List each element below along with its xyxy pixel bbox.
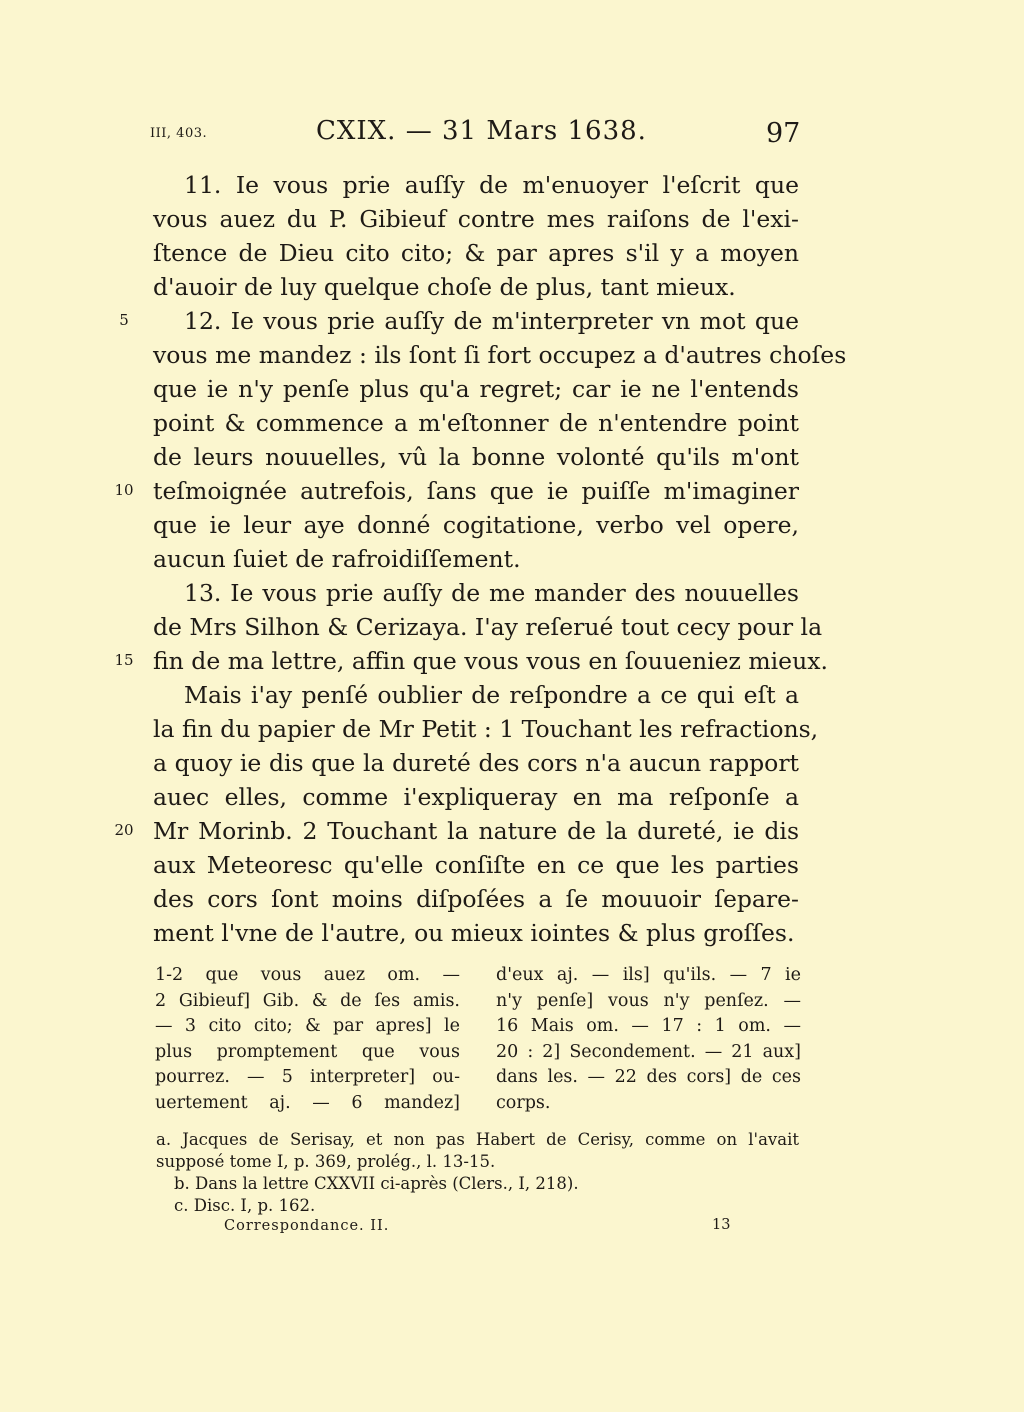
variant-line: n'y penſe] vous n'y penſez. —	[496, 990, 801, 1011]
line-number: 5	[119, 311, 129, 329]
text-line: d'auoir de luy quelque choſe de plus, tant mieux.	[153, 273, 736, 301]
footnote-b: b. Dans la lettre CXXVII ci-après (Clers., I, 218).	[174, 1174, 579, 1193]
signature-number: 13	[712, 1217, 731, 1233]
text-line: Mais i'ay penſé oublier de reſpondre a ce qui eſt a	[184, 681, 799, 709]
variant-line: d'eux aj. — ils] qu'ils. — 7 ie	[496, 965, 801, 985]
text-line: des cors ſont moins diſpoſées a ſe mouuoir ſepare-	[153, 885, 799, 913]
volume-reference: III, 403.	[150, 126, 208, 141]
variant-line: plus promptement que vous	[155, 1041, 460, 1062]
text-line: 13. Ie vous prie auſſy de me mander des nouuelles	[184, 579, 799, 607]
text-line: ment l'vne de l'autre, ou mieux iointes & plus groſſes.	[153, 919, 795, 947]
footnote-c: c. Disc. I, p. 162.	[174, 1196, 316, 1215]
variant-line: corps.	[496, 1092, 551, 1113]
variant-line: 16 Mais om. — 17 : 1 om. —	[496, 1016, 801, 1037]
text-line: point & commence a m'eſtonner de n'entendre point	[153, 409, 799, 437]
variant-line: 20 : 2] Secondement. — 21 aux]	[496, 1041, 801, 1062]
text-line: 11. Ie vous prie auſſy de m'enuoyer l'eſcrit que	[184, 171, 799, 199]
variant-line: 2 Gibieuf] Gib. & de ſes amis.	[155, 990, 460, 1011]
footnote-a: a. Jacques de Serisay, et non pas Habert de Cerisy, comme on l'avait	[156, 1130, 799, 1149]
text-line: Mr Morinb. 2 Touchant la nature de la dureté, ie dis	[153, 817, 799, 845]
text-line: que ie n'y penſe plus qu'a regret; car ie ne l'entends	[153, 375, 799, 403]
letter-title: CXIX. — 31 Mars 1638.	[316, 116, 647, 146]
text-line: de leurs nouuelles, vû la bonne volonté qu'ils m'ont	[153, 443, 799, 471]
text-line: teſmoignée autrefois, ſans que ie puiſſe m'imaginer	[153, 477, 799, 505]
variant-line: pourrez. — 5 interpreter] ou-	[155, 1067, 460, 1088]
text-line: de Mrs Silhon & Cerizaya. I'ay reſerué tout cecy pour la	[153, 613, 823, 641]
variant-line: uertement aj. — 6 mandez]	[155, 1092, 460, 1113]
variant-line: — 3 cito cito; & par apres] le	[155, 1016, 460, 1037]
line-number: 10	[114, 481, 134, 499]
variant-line: dans les. — 22 des cors] de ces	[496, 1067, 801, 1088]
line-number: 20	[114, 821, 134, 839]
text-line: ſtence de Dieu cito cito; & par apres s'il y a moyen	[153, 239, 799, 267]
text-line: auec elles, comme i'expliqueray en ma reſponſe a	[153, 783, 799, 811]
signature-mark: Correspondance. II.	[224, 1218, 390, 1234]
text-line: a quoy ie dis que la dureté des cors n'a aucun rapport	[153, 749, 799, 777]
text-line: que ie leur aye donné cogitatione, verbo vel opere,	[153, 511, 799, 539]
text-line: fin de ma lettre, affin que vous vous en ſouueniez mieux.	[153, 647, 828, 675]
variant-line: 1-2 que vous auez om. —	[155, 965, 460, 985]
variants-left-column	[155, 963, 460, 1117]
text-line: aucun ſuiet de rafroidiſſement.	[153, 545, 521, 573]
text-line: vous auez du P. Gibieuf contre mes raiſons de l'exi-	[153, 205, 799, 233]
text-line: 12. Ie vous prie auſſy de m'interpreter vn mot que	[184, 307, 799, 335]
text-line: la fin du papier de Mr Petit : 1 Touchant les refractions,	[153, 715, 819, 743]
text-line: aux Meteoresc qu'elle conſiſte en ce que les parties	[153, 851, 799, 879]
variants-right-column	[496, 963, 801, 1117]
footnote-a-continuation: supposé tome I, p. 369, prolég., l. 13-15.	[156, 1152, 496, 1171]
line-number: 15	[114, 651, 134, 669]
page-number: 97	[766, 118, 801, 149]
text-line: vous me mandez : ils ſont ſi fort occupez a d'autres choſes	[153, 341, 847, 369]
